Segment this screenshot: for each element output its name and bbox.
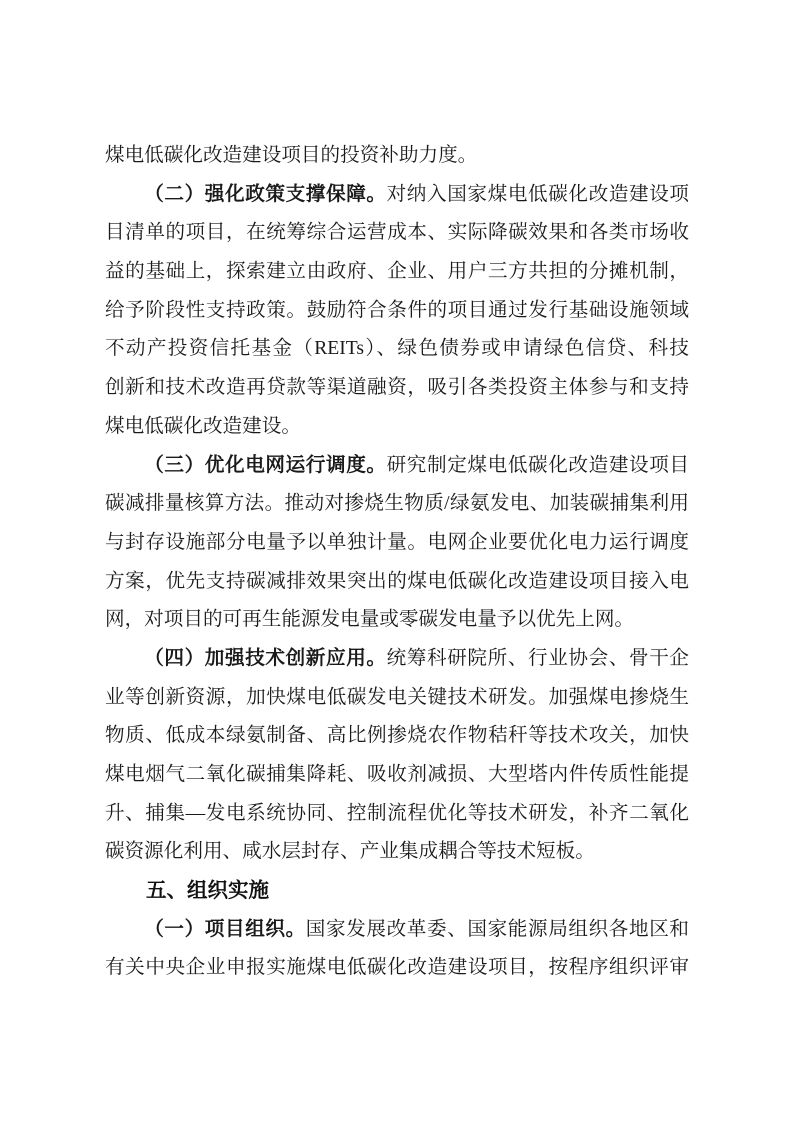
text-line: 目清单的项目，在统筹综合运营成本、实际降碳效果和各类市场收 [105, 222, 689, 244]
text-line: 创新和技术改造再贷款等渠道融资，吸引各类投资主体参与和支持 [105, 377, 689, 399]
text-line: 网，对项目的可再生能源发电量或零碳发电量予以优先上网。 [105, 609, 635, 631]
text-line: 物质、低成本绿氨制备、高比例掺烧农作物秸秆等技术攻关，加快 [105, 725, 689, 747]
text-line: 不动产投资信托基金（REITs）、绿色债券或申请绿色信贷、科技 [105, 338, 689, 360]
text-line: 碳资源化利用、咸水层封存、产业集成耦合等技术短板。 [105, 841, 595, 863]
text-line: 给予阶段性支持政策。鼓励符合条件的项目通过发行基础设施领域 [105, 299, 689, 321]
text-line: 有关中央企业申报实施煤电低碳化改造建设项目，按程序组织评审 [105, 957, 689, 979]
text-line: 业等创新资源，加快煤电低碳发电关键技术研发。加强煤电掺烧生 [105, 686, 689, 708]
text-line: 与封存设施部分电量予以单独计量。电网企业要优化电力运行调度 [105, 531, 689, 553]
text-line [105, 447, 689, 486]
text-line [105, 176, 689, 215]
line-text: 国家发展改革委、国家能源局组织各地区和 [305, 918, 689, 940]
text-line: 碳减排量核算方法。推动对掺烧生物质/绿氨发电、加装碳捕集利用 [105, 493, 689, 515]
text-line [105, 640, 689, 679]
line-text: 研究制定煤电低碳化改造建设项目 [386, 454, 689, 476]
subsection-title: （三）优化电网运行调度。 [144, 454, 387, 476]
line-text: 对纳入国家煤电低碳化改造建设项 [386, 183, 689, 205]
text-line: 煤电低碳化改造建设。 [105, 415, 301, 437]
text-line: 益的基础上，探索建立由政府、企业、用户三方共担的分摊机制， [105, 261, 689, 283]
text-line: 方案，优先支持碳减排效果突出的煤电低碳化改造建设项目接入电 [105, 570, 689, 592]
page-body-text [105, 137, 689, 988]
subsection-title: （一）项目组织。 [144, 918, 306, 940]
text-line: 煤电烟气二氧化碳捕集降耗、吸收剂减损、大型塔内件传质性能提 [105, 764, 689, 785]
subsection-title: （二）强化政策支撑保障。 [144, 183, 387, 205]
line-text: 统筹科研院所、行业协会、骨干企 [386, 647, 689, 669]
text-line: 升、捕集—发电系统协同、控制流程优化等技术研发，补齐二氧化 [105, 802, 689, 824]
text-line: 煤电低碳化改造建设项目的投资补助力度。 [105, 145, 478, 166]
subsection-title: （四）加强技术创新应用。 [144, 647, 387, 669]
section-heading: 五、组织实施 [146, 879, 269, 903]
text-line [105, 911, 689, 950]
